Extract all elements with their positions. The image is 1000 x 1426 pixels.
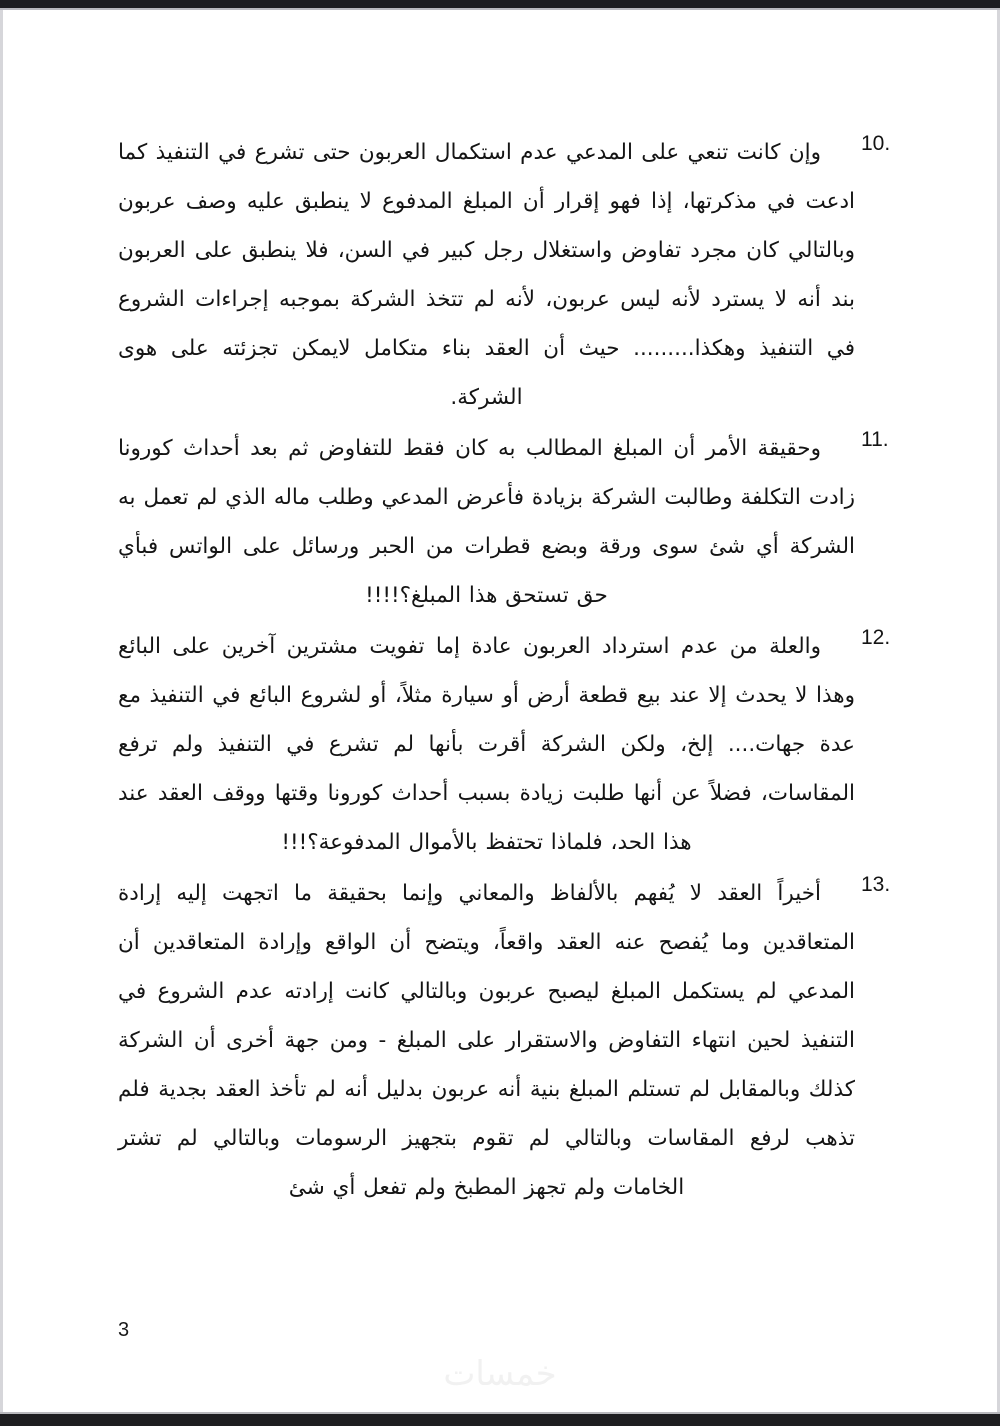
document-page (3, 10, 997, 1412)
viewer-top-hairline (0, 8, 1000, 10)
clause-number: 11. (861, 428, 889, 451)
list-item (118, 128, 891, 422)
list-item (118, 424, 889, 620)
page-edge-left (0, 10, 3, 1412)
clause-text: وإن كانت تنعي على المدعي عدم استكمال العربون حتى تشرع في التنفيذ كما ادعت في مذكرتها، إذا فهو إقرار أن المبلغ المدفوع لا ينطبق عليه وصف عربون وبالتالي كان مجرد تفاوض واستغلال رجل كبير في السن، فلا ينطبق على العربون بند أنه لا يسترد لأنه ليس عربون، لأنه لم تتخذ الشركة بموجبه إجراءات الشروع في التنفيذ وهكذا......... حيث أن العقد بناء متكامل لايمكن تجزئته على هوى الشركة. (118, 140, 855, 410)
list-item (118, 622, 891, 867)
viewer-top-bar (0, 0, 1000, 8)
clause-number: 12. (861, 626, 891, 649)
clause-text: أخيراً العقد لا يُفهم بالألفاظ والمعاني وإنما بحقيقة ما اتجهت إليه إرادة المتعاقدين وما يُفصح عنه العقد واقعاً، ويتضح أن الواقع وإرادة المتعاقدين أن المدعي لم يستكمل المبلغ ليصبح عربون وبالتالي كانت إرادته عدم الشروع في التنفيذ لحين انتهاء التفاوض والاستقرار على المبلغ - ومن جهة أخرى أن الشركة كذلك وبالمقابل لم تستلم المبلغ بنية أنه عربون بدليل أنه لم تأخذ العقد بجدية فلم تذهب لرفع المقاسات وبالتالي لم تقوم بتجهيز الرسومات وبالتالي لم تشتر الخامات ولم تجهز المطبخ ولم تفعل أي شئ (118, 881, 855, 1200)
clause-text: والعلة من عدم استرداد العربون عادة إما تفويت مشترين آخرين على البائع وهذا لا يحدث إلا عند بيع قطعة أرض أو سيارة مثلاً، أو لشروع البائع في التنفيذ مع عدة جهات.... إلخ، ولكن الشركة أقرت بأنها لم تشرع في التنفيذ ولم ترفع المقاسات، فضلاً عن أنها طلبت زيادة بسبب أحداث كورونا وقتها ووقف العقد عند هذا الحد، فلماذا تحتفظ بالأموال المدفوعة؟!!! (118, 634, 855, 855)
clause-list (118, 128, 891, 1212)
clause-number: 10. (861, 132, 891, 155)
viewer-bottom-bar (0, 1414, 1000, 1426)
watermark: خمسات (443, 1354, 557, 1394)
page-number: 3 (118, 1319, 130, 1341)
document-body (118, 128, 891, 1214)
clause-number: 13. (861, 873, 891, 896)
clause-text: وحقيقة الأمر أن المبلغ المطالب به كان فقط للتفاوض ثم بعد أحداث كورونا زادت التكلفة وطالبت الشركة بزيادة فأعرض المدعي وطلب ماله الذي لم تعمل به الشركة أي شئ سوى ورقة وبضع قطرات من الحبر ورسائل على الواتس فبأي حق تستحق هذا المبلغ؟!!!! (118, 436, 855, 608)
list-item (118, 869, 891, 1212)
